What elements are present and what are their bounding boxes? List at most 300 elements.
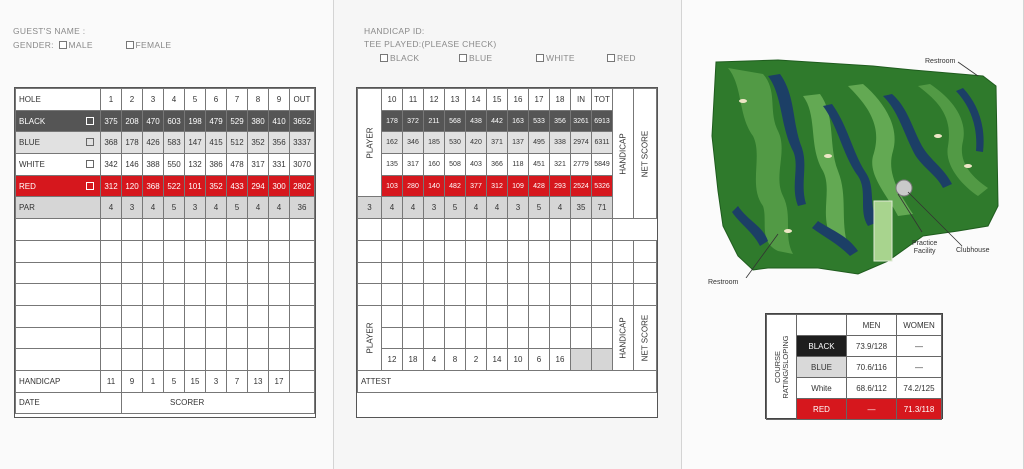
score-cell[interactable] [487, 327, 508, 349]
score-cell[interactable] [529, 262, 550, 284]
player-label-cell [358, 89, 382, 197]
score-cell[interactable] [248, 349, 269, 371]
score-cell[interactable] [592, 327, 613, 349]
score-cell[interactable] [613, 240, 634, 262]
score-cell[interactable] [16, 262, 101, 284]
hole-number: 2 [122, 89, 143, 111]
white-tee-checkbox[interactable] [536, 54, 544, 62]
tee-option-black[interactable]: BLACK [380, 53, 419, 63]
score-cell[interactable] [185, 349, 206, 371]
score-cell[interactable] [550, 327, 571, 349]
score-cell[interactable] [227, 284, 248, 306]
score-cell[interactable] [508, 262, 529, 284]
score-cell[interactable] [403, 284, 424, 306]
hole-number: 12 [424, 89, 445, 111]
score-cell[interactable] [16, 219, 101, 241]
yardage: 300 [269, 175, 290, 197]
score-cell[interactable] [424, 219, 445, 241]
handicap-row [16, 370, 315, 392]
score-cell[interactable] [206, 240, 227, 262]
yardage: 375 [101, 110, 122, 132]
back-score-row [358, 240, 657, 262]
hole-number: 7 [227, 89, 248, 111]
score-cell[interactable] [592, 240, 613, 262]
rating-side-label: COURSE RATING/SLOPING [772, 335, 790, 399]
score-cell[interactable] [424, 327, 445, 349]
score-cell[interactable] [424, 262, 445, 284]
score-cell[interactable] [164, 219, 185, 241]
score-cell[interactable] [445, 305, 466, 327]
handicap-blank [290, 370, 315, 392]
par-value: 4 [206, 197, 227, 219]
hole-number: 4 [164, 89, 185, 111]
clubhouse-label: Clubhouse [956, 247, 990, 254]
score-cell[interactable] [248, 305, 269, 327]
score-cell[interactable] [508, 240, 529, 262]
yardage: 380 [248, 110, 269, 132]
yardage: 294 [248, 175, 269, 197]
score-cell[interactable] [122, 305, 143, 327]
score-cell[interactable] [382, 284, 403, 306]
black-tee-checkbox[interactable] [380, 54, 388, 62]
score-cell[interactable] [101, 349, 122, 371]
attest-row [358, 370, 657, 392]
score-cell[interactable] [403, 240, 424, 262]
handicap-id-label: HANDICAP ID: [364, 26, 425, 36]
handicap-label-cell-2 [613, 305, 634, 370]
yardage: 5849 [592, 154, 613, 176]
red-tee-checkbox[interactable] [607, 54, 615, 62]
tee-row-black [16, 110, 315, 132]
score-cell[interactable] [16, 284, 101, 306]
date-scorer-row [16, 392, 315, 414]
blue-tee-checkbox[interactable] [459, 54, 467, 62]
handicap-label: HANDICAP [16, 370, 101, 392]
score-cell[interactable] [529, 284, 550, 306]
score-cell[interactable] [466, 240, 487, 262]
score-cell[interactable] [634, 284, 657, 306]
score-cell[interactable] [550, 305, 571, 327]
score-cell[interactable] [101, 262, 122, 284]
hole-number: 17 [529, 89, 550, 111]
score-cell[interactable] [529, 219, 550, 241]
par-row [16, 197, 315, 219]
score-cell[interactable] [571, 240, 592, 262]
tee-checkbox[interactable] [86, 138, 94, 146]
handicap-value: 2 [466, 349, 487, 371]
score-cell[interactable] [248, 262, 269, 284]
score-cell[interactable] [206, 349, 227, 371]
yardage: 368 [143, 175, 164, 197]
score-cell[interactable] [227, 349, 248, 371]
score-cell[interactable] [206, 305, 227, 327]
score-cell[interactable] [487, 284, 508, 306]
score-cell[interactable] [143, 349, 164, 371]
score-cell[interactable] [466, 327, 487, 349]
back-nine-scorecard [356, 87, 658, 418]
yardage: 438 [466, 110, 487, 132]
score-cell[interactable] [290, 219, 315, 241]
score-cell[interactable] [403, 327, 424, 349]
handicap-value: 16 [550, 349, 571, 371]
score-cell[interactable] [227, 305, 248, 327]
score-cell[interactable] [466, 305, 487, 327]
par-value: 4 [466, 197, 487, 219]
score-cell[interactable] [185, 327, 206, 349]
yardage: 178 [382, 110, 403, 132]
par-value: 4 [143, 197, 164, 219]
score-cell[interactable] [122, 327, 143, 349]
par-value: 3 [122, 197, 143, 219]
score-cell[interactable] [445, 219, 466, 241]
net-score-vertical-label: NET SCORE [640, 130, 650, 177]
score-cell[interactable] [290, 240, 315, 262]
score-cell[interactable] [164, 262, 185, 284]
yardage: 146 [122, 154, 143, 176]
score-cell[interactable] [206, 262, 227, 284]
yardage: 512 [227, 132, 248, 154]
yardage: 140 [424, 175, 445, 197]
score-cell[interactable] [290, 327, 315, 349]
score-cell[interactable] [248, 219, 269, 241]
handicap-value: 9 [122, 370, 143, 392]
handicap-value: 12 [382, 349, 403, 371]
score-cell[interactable] [185, 305, 206, 327]
yardage: 312 [487, 175, 508, 197]
yardage: 356 [550, 110, 571, 132]
yardage: 317 [248, 154, 269, 176]
par-value: 4 [269, 197, 290, 219]
score-cell[interactable] [164, 327, 185, 349]
yardage: 470 [143, 110, 164, 132]
score-cell[interactable] [206, 219, 227, 241]
score-cell[interactable] [122, 240, 143, 262]
score-cell[interactable] [508, 219, 529, 241]
yardage: 208 [122, 110, 143, 132]
score-cell[interactable] [508, 284, 529, 306]
score-cell[interactable] [403, 262, 424, 284]
yardage: 137 [508, 132, 529, 154]
score-cell[interactable] [358, 262, 382, 284]
score-cell[interactable] [227, 262, 248, 284]
score-cell[interactable] [571, 284, 592, 306]
score-cell[interactable] [487, 305, 508, 327]
yardage: 132 [185, 154, 206, 176]
par-value: 3 [358, 197, 382, 219]
score-cell[interactable] [290, 284, 315, 306]
par-value: 36 [290, 197, 315, 219]
yardage: 280 [403, 175, 424, 197]
yardage: 352 [206, 175, 227, 197]
score-cell[interactable] [592, 305, 613, 327]
yardage: 101 [185, 175, 206, 197]
score-cell[interactable] [487, 262, 508, 284]
score-cell[interactable] [269, 349, 290, 371]
yardage: 603 [164, 110, 185, 132]
score-cell[interactable] [424, 240, 445, 262]
rating-white-men: 68.6/112 [847, 378, 897, 399]
score-cell[interactable] [613, 284, 634, 306]
score-cell[interactable] [613, 262, 634, 284]
hole-number: 14 [466, 89, 487, 111]
yardage: 377 [466, 175, 487, 197]
hole-number: 10 [382, 89, 403, 111]
handicap-label-cell [613, 89, 634, 219]
yardage: 331 [269, 154, 290, 176]
handicap-value: 3 [206, 370, 227, 392]
yardage: 6311 [592, 132, 613, 154]
yardage: 162 [382, 132, 403, 154]
score-cell[interactable] [508, 327, 529, 349]
tee-option-white[interactable]: WHITE [536, 53, 575, 63]
handicap-value: 15 [185, 370, 206, 392]
hole-number: 13 [445, 89, 466, 111]
yardage: 6913 [592, 110, 613, 132]
yardage: 415 [206, 132, 227, 154]
score-cell[interactable] [550, 240, 571, 262]
yardage: 403 [466, 154, 487, 176]
score-cell[interactable] [143, 284, 164, 306]
score-cell[interactable] [382, 219, 403, 241]
score-cell[interactable] [592, 262, 613, 284]
score-cell[interactable] [424, 284, 445, 306]
score-cell[interactable] [508, 305, 529, 327]
hole-number: 8 [248, 89, 269, 111]
score-cell[interactable] [185, 284, 206, 306]
hole-number: 1 [101, 89, 122, 111]
par-value: 3 [424, 197, 445, 219]
score-cell[interactable] [382, 327, 403, 349]
score-cell[interactable] [550, 262, 571, 284]
yardage: 482 [445, 175, 466, 197]
score-cell[interactable] [16, 240, 101, 262]
yardage: 366 [487, 154, 508, 176]
score-cell[interactable] [227, 240, 248, 262]
score-cell[interactable] [634, 262, 657, 284]
rating-side-label-cell [767, 315, 797, 420]
score-cell[interactable] [445, 262, 466, 284]
hole-number: TOT [592, 89, 613, 111]
yardage: 109 [508, 175, 529, 197]
score-cell[interactable] [248, 284, 269, 306]
handicap-value: 17 [269, 370, 290, 392]
score-cell[interactable] [529, 327, 550, 349]
tee-option-blue[interactable]: BLUE [459, 53, 492, 63]
tee-checkbox[interactable] [86, 117, 94, 125]
score-cell[interactable] [248, 240, 269, 262]
tee-played-label: TEE PLAYED:(PLEASE CHECK) [364, 39, 497, 49]
female-checkbox[interactable] [126, 41, 134, 49]
score-cell[interactable] [101, 305, 122, 327]
score-cell[interactable] [143, 305, 164, 327]
player-label-2: PLAYER [365, 322, 374, 354]
score-cell[interactable] [227, 219, 248, 241]
front-nine-scorecard [14, 87, 316, 418]
bunker [824, 154, 832, 158]
score-cell[interactable] [403, 305, 424, 327]
female-label: FEMALE [135, 40, 172, 50]
tee-option-red[interactable]: RED [607, 53, 636, 63]
tee-checkbox[interactable] [86, 182, 94, 190]
yardage: 3652 [290, 110, 315, 132]
par-value: 4 [248, 197, 269, 219]
score-cell[interactable] [358, 284, 382, 306]
score-row [16, 349, 315, 371]
score-cell[interactable] [143, 262, 164, 284]
score-cell[interactable] [206, 327, 227, 349]
rating-tee-blue: BLUE [797, 357, 847, 378]
score-cell[interactable] [571, 305, 592, 327]
score-row [16, 305, 315, 327]
yardage: 529 [227, 110, 248, 132]
score-cell[interactable] [269, 262, 290, 284]
handicap-value: 1 [143, 370, 164, 392]
score-row [16, 262, 315, 284]
score-cell[interactable] [445, 284, 466, 306]
score-cell[interactable] [185, 219, 206, 241]
score-cell[interactable] [143, 327, 164, 349]
score-cell[interactable] [634, 240, 657, 262]
score-row [16, 284, 315, 306]
score-cell[interactable] [358, 240, 382, 262]
par-value: 5 [227, 197, 248, 219]
practice-facility-label: Practice Facility [912, 240, 938, 256]
tee-name: WHITE [19, 159, 45, 169]
score-cell[interactable] [101, 284, 122, 306]
score-cell[interactable] [466, 262, 487, 284]
score-cell[interactable] [466, 284, 487, 306]
par-value: 5 [529, 197, 550, 219]
score-cell[interactable] [382, 305, 403, 327]
score-cell[interactable] [571, 219, 592, 241]
score-cell[interactable] [143, 219, 164, 241]
rating-col-women: WOMEN [897, 315, 942, 336]
score-cell[interactable] [164, 284, 185, 306]
practice-facility-area [874, 201, 892, 261]
score-cell[interactable] [403, 219, 424, 241]
tee-label-cell [16, 175, 101, 197]
score-cell[interactable] [445, 240, 466, 262]
score-cell[interactable] [290, 349, 315, 371]
score-cell[interactable] [529, 305, 550, 327]
score-cell[interactable] [487, 219, 508, 241]
yardage: 103 [382, 175, 403, 197]
score-cell[interactable] [269, 240, 290, 262]
hole-number: 9 [269, 89, 290, 111]
score-cell[interactable] [16, 305, 101, 327]
score-cell[interactable] [550, 284, 571, 306]
score-cell[interactable] [592, 219, 613, 241]
male-checkbox[interactable] [59, 41, 67, 49]
back-score-row [358, 219, 657, 241]
back-score-row [358, 305, 657, 327]
net-score-label-cell-2 [634, 305, 657, 370]
score-cell[interactable] [164, 240, 185, 262]
tee-checkbox[interactable] [86, 160, 94, 168]
yardage: 442 [487, 110, 508, 132]
score-cell[interactable] [143, 240, 164, 262]
player-label-cell-2 [358, 305, 382, 370]
score-cell[interactable] [227, 327, 248, 349]
hole-label: HOLE [16, 89, 101, 111]
score-cell[interactable] [269, 327, 290, 349]
score-cell[interactable] [101, 240, 122, 262]
score-cell[interactable] [122, 262, 143, 284]
par-value: 5 [445, 197, 466, 219]
handicap-value: 10 [508, 349, 529, 371]
hole-number: 5 [185, 89, 206, 111]
score-cell[interactable] [269, 284, 290, 306]
gender-label: GENDER: [13, 40, 54, 50]
yardage: 321 [550, 154, 571, 176]
score-cell[interactable] [571, 327, 592, 349]
score-cell[interactable] [358, 219, 382, 241]
score-cell[interactable] [206, 284, 227, 306]
score-cell[interactable] [122, 349, 143, 371]
yardage: 178 [122, 132, 143, 154]
score-cell[interactable] [571, 262, 592, 284]
score-cell[interactable] [122, 219, 143, 241]
tee-name: BLUE [19, 138, 40, 148]
score-cell[interactable] [269, 219, 290, 241]
par-value: 3 [185, 197, 206, 219]
score-cell[interactable] [122, 284, 143, 306]
tee-label-cell [16, 110, 101, 132]
par-value: 4 [487, 197, 508, 219]
restroom-label-top: Restroom [925, 58, 956, 65]
score-cell[interactable] [101, 219, 122, 241]
score-cell[interactable] [16, 327, 101, 349]
score-cell[interactable] [445, 327, 466, 349]
rating-black-men: 73.9/128 [847, 336, 897, 357]
back-nine-table [357, 88, 657, 393]
score-cell[interactable] [185, 262, 206, 284]
yardage: 568 [445, 110, 466, 132]
score-cell[interactable] [382, 240, 403, 262]
score-cell[interactable] [290, 262, 315, 284]
score-cell[interactable] [487, 240, 508, 262]
score-cell[interactable] [592, 284, 613, 306]
score-cell[interactable] [248, 327, 269, 349]
back-hole-header-row [358, 89, 657, 111]
yardage: 522 [164, 175, 185, 197]
score-cell[interactable] [529, 240, 550, 262]
score-cell[interactable] [164, 305, 185, 327]
score-cell[interactable] [290, 305, 315, 327]
score-cell[interactable] [16, 349, 101, 371]
score-cell[interactable] [185, 240, 206, 262]
tee-label-cell [16, 154, 101, 176]
yardage: 346 [403, 132, 424, 154]
yardage: 550 [164, 154, 185, 176]
score-cell[interactable] [424, 305, 445, 327]
yardage: 583 [164, 132, 185, 154]
score-cell[interactable] [269, 305, 290, 327]
score-cell[interactable] [550, 219, 571, 241]
score-cell[interactable] [382, 262, 403, 284]
hole-number: 18 [550, 89, 571, 111]
yardage: 495 [529, 132, 550, 154]
score-cell[interactable] [101, 327, 122, 349]
yardage: 426 [143, 132, 164, 154]
score-cell[interactable] [466, 219, 487, 241]
par-value: 71 [592, 197, 613, 219]
score-cell[interactable] [164, 349, 185, 371]
yardage: 388 [143, 154, 164, 176]
handicap-vertical-label: HANDICAP [618, 132, 628, 175]
net-score-label-cell [634, 89, 657, 219]
handicap-value: 6 [529, 349, 550, 371]
